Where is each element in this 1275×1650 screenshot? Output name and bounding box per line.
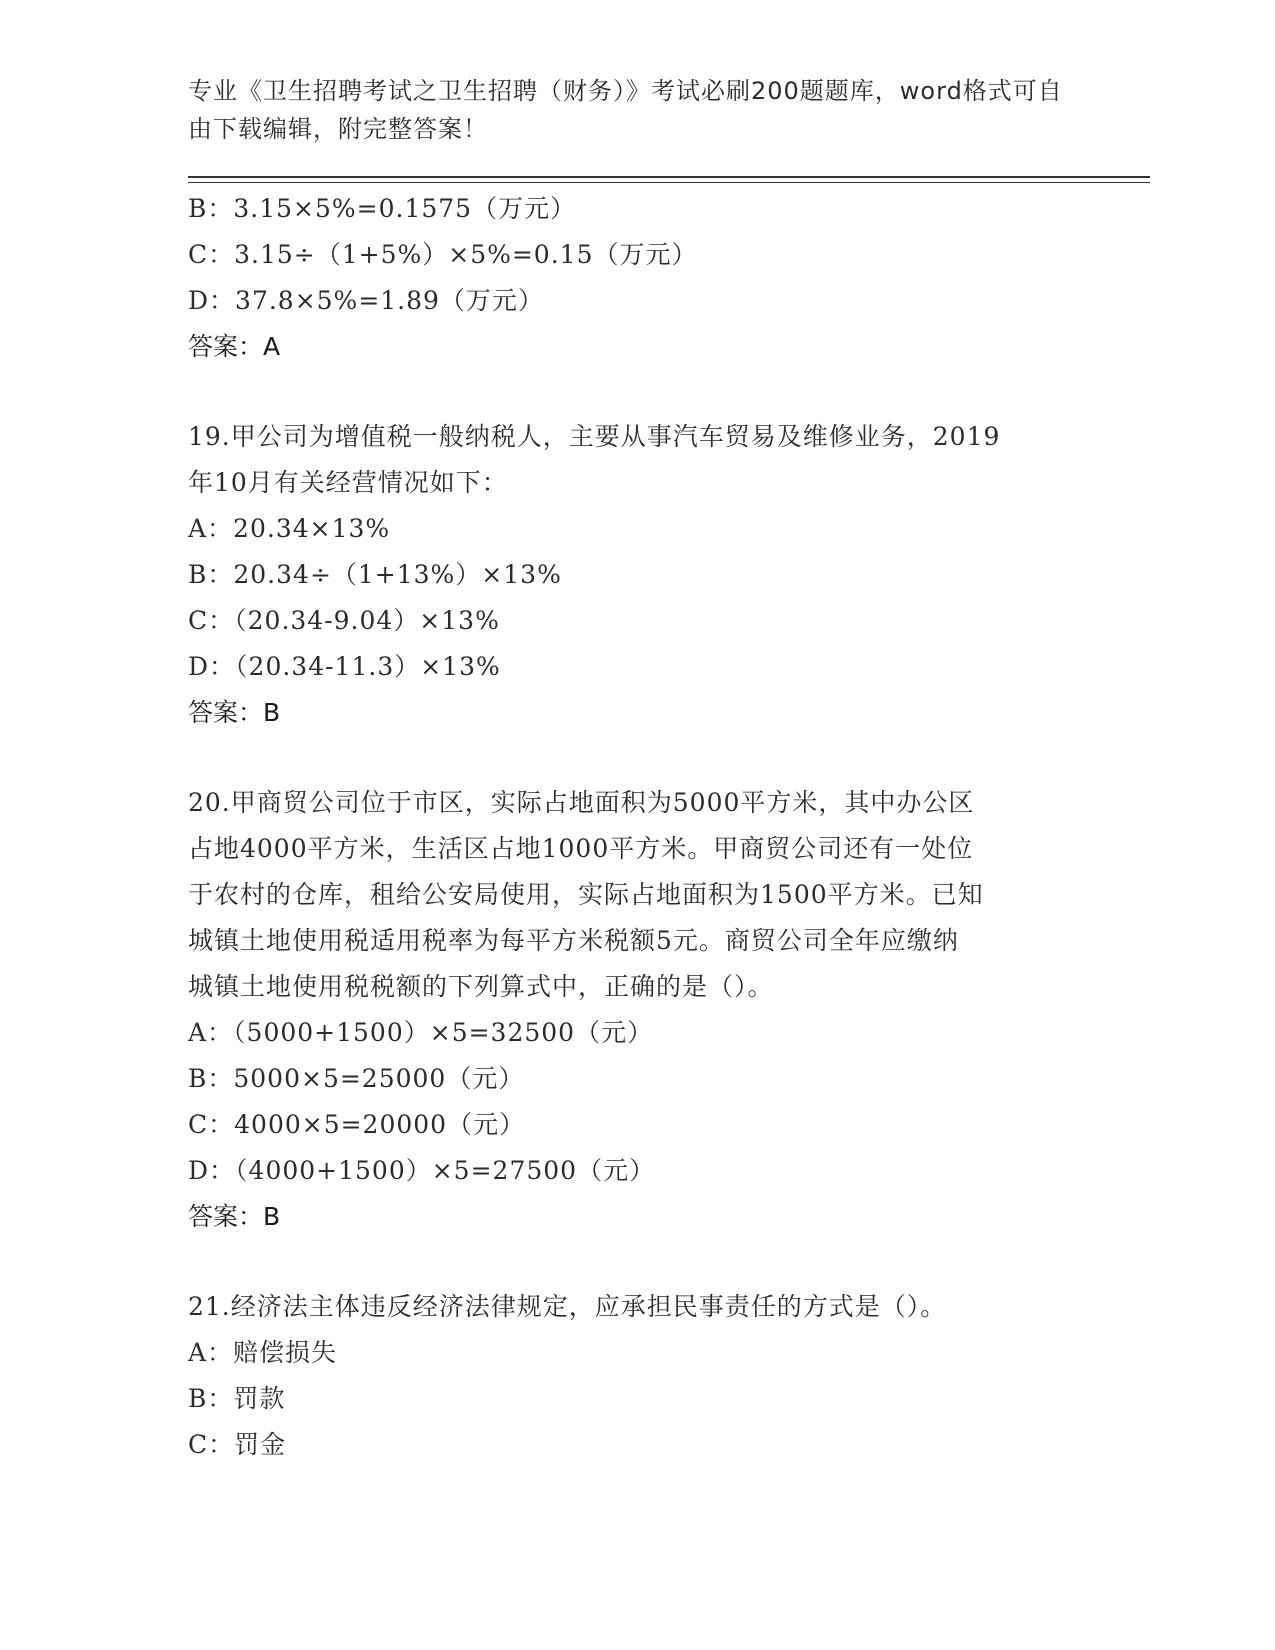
header-divider-thin	[188, 182, 1150, 183]
option-a: A：赔偿损失	[188, 1338, 338, 1367]
option-a: A：（5000+1500）×5=32500（元）	[188, 1018, 654, 1047]
spacer	[188, 370, 1088, 414]
question-stem: 21.经济法主体违反经济法律规定，应承担民事责任的方式是（）。	[188, 1292, 947, 1321]
option-b: B：3.15×5%=0.1575（万元）	[188, 194, 577, 223]
spacer	[188, 1240, 1088, 1284]
option-c: C：4000×5=20000（元）	[188, 1110, 526, 1139]
question-stem: 于农村的仓库，租给公安局使用，实际占地面积为1500平方米。已知	[188, 880, 984, 909]
header-divider-thick	[188, 176, 1150, 178]
question-18-tail	[188, 186, 1088, 370]
option-a: A：20.34×13%	[188, 514, 391, 543]
option-b: B：20.34÷（1+13%）×13%	[188, 560, 562, 589]
question-stem: 城镇土地使用税适用税率为每平方米税额5元。商贸公司全年应缴纳	[188, 926, 959, 955]
option-b: B：5000×5=25000（元）	[188, 1064, 525, 1093]
spacer	[188, 736, 1088, 780]
document-header	[188, 72, 1068, 148]
question-stem: 20.甲商贸公司位于市区，实际占地面积为5000平方米，其中办公区	[188, 788, 975, 817]
option-c: C：（20.34-9.04）×13%	[188, 606, 500, 635]
option-d: D：37.8×5%=1.89（万元）	[188, 286, 544, 315]
question-19	[188, 414, 1088, 736]
option-c: C：罚金	[188, 1430, 287, 1459]
question-stem: 年10月有关经营情况如下：	[188, 468, 508, 497]
question-21	[188, 1284, 1088, 1468]
answer: 答案：B	[188, 1202, 281, 1231]
option-d: D：（4000+1500）×5=27500（元）	[188, 1156, 656, 1185]
question-stem: 19.甲公司为增值税一般纳税人，主要从事汽车贸易及维修业务，2019	[188, 422, 1001, 451]
answer: 答案：A	[188, 332, 281, 361]
header-line-1: 专业《卫生招聘考试之卫生招聘（财务）》考试必刷200题题库，word格式可自	[188, 77, 1063, 105]
question-stem: 城镇土地使用税税额的下列算式中，正确的是（）。	[188, 972, 774, 1001]
question-stem: 占地4000平方米，生活区占地1000平方米。甲商贸公司还有一处位	[188, 834, 974, 863]
answer: 答案：B	[188, 698, 281, 727]
question-20	[188, 780, 1088, 1240]
option-b: B：罚款	[188, 1384, 286, 1413]
document-body	[188, 186, 1088, 1468]
option-d: D：（20.34-11.3）×13%	[188, 652, 501, 681]
option-c: C：3.15÷（1+5%）×5%=0.15（万元）	[188, 240, 698, 269]
header-line-2: 由下载编辑，附完整答案！	[188, 115, 488, 143]
